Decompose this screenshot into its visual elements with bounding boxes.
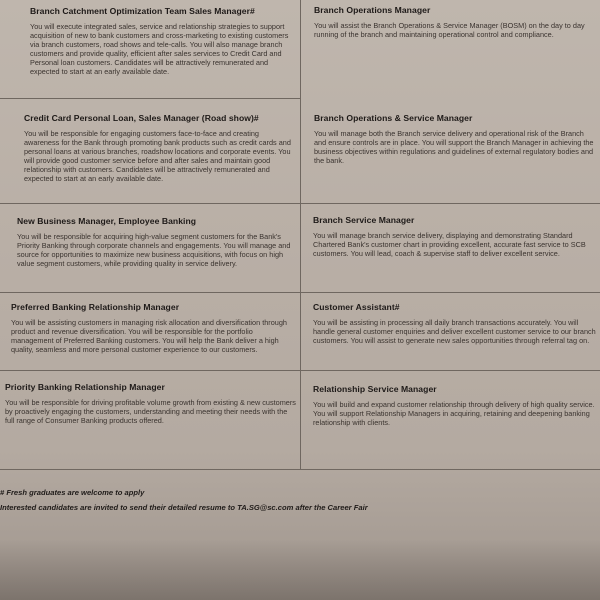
job-branch-service-manager [313, 215, 596, 258]
page-shadow [0, 540, 600, 600]
job-priority-banking-rm [5, 382, 297, 425]
job-credit-card-personal-loan-sales-manager [24, 113, 294, 183]
job-description: You will manage branch service delivery, displaying and demonstrating Standard Chartered Bank's customer chart in providing excellent, accurate fast service to SCB customers. You will lead, coach & supervise staff to deliver excellent service. [313, 231, 586, 259]
job-title: Branch Operations Manager [314, 5, 431, 15]
row-divider [0, 203, 300, 204]
row-divider [301, 292, 600, 293]
row-divider [0, 98, 300, 99]
job-branch-operations-manager [314, 5, 596, 39]
job-preferred-banking-rm [11, 302, 296, 354]
job-description: You will be responsible for engaging customers face-to-face and creating awareness for the Bank through promoting bank products such as credit cards and personal loans at various branches, roadshow locations and corporate events. You will provide good customer service before and after sales and maintain good relationship with customers. Candidates will be attractively remunerated and expected to start at an early available date. [24, 129, 291, 184]
job-title: New Business Manager, Employee Banking [17, 216, 197, 226]
job-title: Branch Service Manager [313, 215, 415, 225]
contact-note: Interested candidates are invited to send their detailed resume to TA.SG@sc.com after the Career Fair [0, 503, 368, 512]
job-title: Priority Banking Relationship Manager [5, 382, 165, 392]
row-divider [301, 203, 600, 204]
job-description: You will be assisting customers in managing risk allocation and diversification through product and revenue diversification. You will be responsible for the portfolio management of Preferred Banking customers. You will help the Bank deliver a high quality, seamless and more personal customer experience to our customers. [11, 318, 287, 355]
job-customer-assistant [313, 302, 596, 345]
job-title: Customer Assistant# [313, 302, 400, 312]
row-divider [0, 469, 600, 470]
column-divider [300, 0, 301, 470]
job-description: You will assist the Branch Operations & Service Manager (BOSM) on the day to day running of the branch and maintaining operational control and compliance. [314, 21, 585, 40]
job-branch-catchment-sales-manager [30, 6, 292, 76]
footer [0, 488, 600, 518]
job-new-business-manager [17, 216, 297, 268]
job-branch-operations-service-manager [314, 113, 594, 165]
row-divider [0, 292, 300, 293]
job-title: Branch Catchment Optimization Team Sales Manager# [30, 6, 255, 16]
job-description: You will manage both the Branch service delivery and operational risk of the Branch and ensure controls are in place. You will support the Branch Manager in achieving the business objectives within regulations and guidelines of external regulatory bodies and the bank. [314, 129, 594, 166]
job-title: Branch Operations & Service Manager [314, 113, 473, 123]
job-description: You will build and expand customer relationship through delivery of high quality service. You will support Relationship Managers in acquiring, retaining and deepening banking relationship with clients. [313, 400, 595, 428]
job-title: Credit Card Personal Loan, Sales Manager (Road show)# [24, 113, 259, 123]
job-relationship-service-manager [313, 384, 598, 427]
job-description: You will execute integrated sales, service and relationship strategies to support acquisition of new to bank customers and cross-marketing to existing customers via branch customers, road shows and tele-calls. You will also manage branch customers and provide quality, efficient after sales services to Credit Card and Personal loan customers. Candidates will be attractively remunerated and expected to start at an early available date. [30, 22, 289, 77]
job-title: Preferred Banking Relationship Manager [11, 302, 180, 312]
job-description: You will be responsible for acquiring high-value segment customers for the Bank's Priority Banking through corporate channels and engagements. You will manage and source for opportunities to maximize new business acquisitions, with focus on high value segment customers, while providing quality in service delivery. [17, 232, 291, 269]
row-divider [0, 370, 600, 371]
job-title: Relationship Service Manager [313, 384, 437, 394]
job-description: You will be responsible for driving profitable volume growth from existing & new customers by proactively engaging the customers, understanding and meeting their needs with the full range of Consumer Banking products offered. [5, 398, 296, 426]
fresh-graduates-note: # Fresh graduates are welcome to apply [0, 488, 145, 497]
job-description: You will be assisting in processing all daily branch transactions accurately. You will handle general customer enquiries and deliver excellent customer service to our branch customers. You will assist to generate new sales opportunities through referral tag on. [313, 318, 596, 346]
